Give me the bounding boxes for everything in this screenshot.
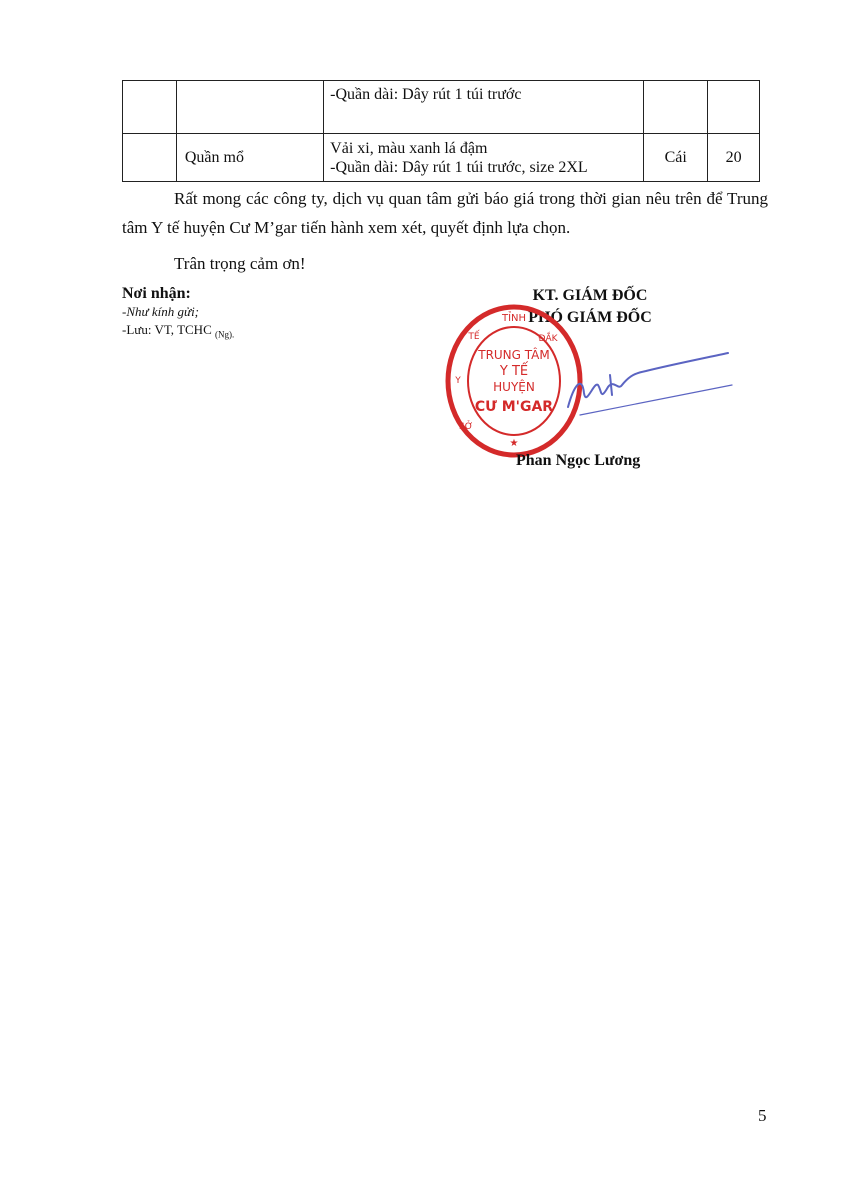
recipient-line: -Như kính gửi;	[122, 304, 200, 319]
cell-unit	[644, 81, 708, 134]
svg-text:ĐẮK: ĐẮK	[538, 334, 558, 344]
recipient-line	[122, 321, 234, 344]
cell-stt	[123, 134, 177, 182]
cell-qty: 20	[708, 134, 760, 182]
request-paragraph: Rất mong các công ty, dịch vụ quan tâm gửi báo giá trong thời gian nêu trên để Trung tâm Y tế huyện Cư M’gar tiến hành xem xét, quyết định lựa chọn.	[122, 189, 768, 237]
cell-spec	[324, 81, 644, 134]
handwritten-signature-icon	[560, 345, 740, 425]
svg-text:Y TẾ: Y TẾ	[499, 364, 529, 379]
archive-text: -Lưu: VT, TCHC	[122, 322, 212, 337]
table-row	[123, 81, 760, 134]
cell-name: Quần mổ	[176, 134, 323, 182]
cell-spec	[324, 134, 644, 182]
svg-text:TỈNH: TỈNH	[501, 313, 527, 324]
spec-line: -Quần dài: Dây rút 1 túi trước, size 2XL	[330, 158, 588, 176]
sign-title-line1: KT. GIÁM ĐỐC	[532, 287, 648, 304]
page-number: 5	[758, 1106, 767, 1125]
svg-text:SỞ: SỞ	[459, 422, 473, 432]
svg-text:TẾ: TẾ	[468, 332, 480, 342]
thanks-paragraph: Trân trọng cảm ơn!	[174, 254, 306, 273]
cell-unit: Cái	[644, 134, 708, 182]
svg-text:HUYỆN: HUYỆN	[493, 380, 535, 394]
signer-name: Phan Ngọc Lương	[516, 452, 641, 469]
svg-text:Y: Y	[455, 376, 461, 386]
sign-title-line2: PHÓ GIÁM ĐỐC	[528, 309, 652, 326]
archive-initials: (Ng).	[215, 329, 235, 340]
table-row	[123, 134, 760, 182]
spec-line: Vải xi, màu xanh lá đậm	[330, 139, 488, 157]
items-table	[122, 80, 760, 182]
svg-text:★: ★	[509, 438, 519, 449]
recipients-heading: Nơi nhận:	[122, 285, 191, 302]
spec-line: -Quần dài: Dây rút 1 túi trước	[330, 86, 522, 103]
svg-text:CƯ M'GAR: CƯ M'GAR	[474, 399, 554, 415]
recipients-block	[122, 284, 234, 344]
cell-name	[176, 81, 323, 134]
cell-qty	[708, 81, 760, 134]
cell-stt	[123, 81, 177, 134]
svg-text:TRUNG TÂM: TRUNG TÂM	[478, 348, 550, 362]
